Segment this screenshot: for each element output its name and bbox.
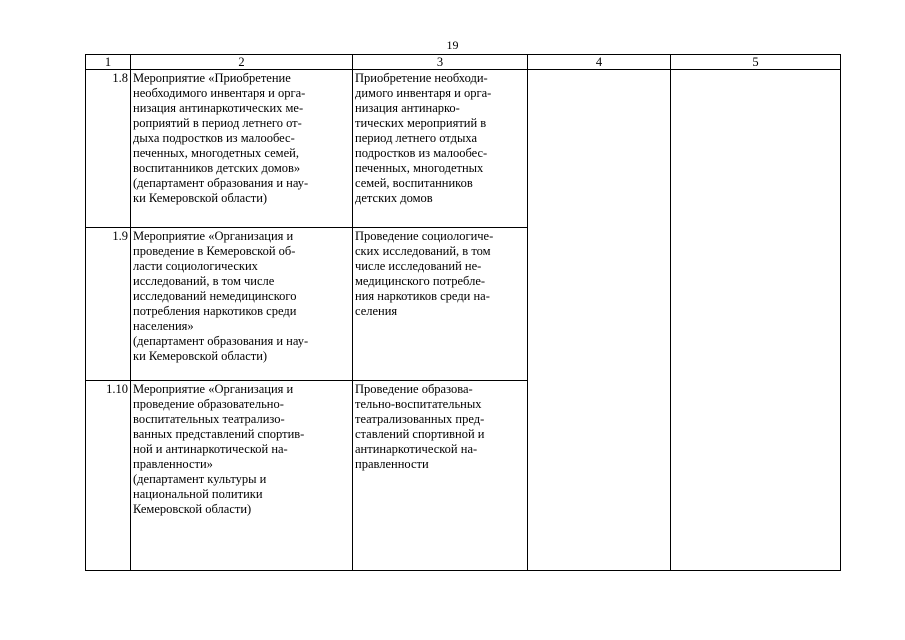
description-text: Приобретение необходи- димого инвентаря и орга- низация антинарко- тических мероприятий в период летнего отдыха подростков из малообес- печенных, многодетных семей, воспитанников детских домов bbox=[355, 71, 492, 205]
description-text: Проведение социологиче- ских исследований, в том числе исследований не- медицинского потребле- ния наркотиков среди на- селения bbox=[355, 229, 494, 318]
row-number: 1.10 bbox=[86, 381, 131, 571]
table-row bbox=[86, 70, 841, 228]
row-number: 1.9 bbox=[86, 228, 131, 381]
event-text: Мероприятие «Организация и проведение в Кемеровской об- ласти социологических исследований, в том числе исследований немедицинского потребления наркотиков среди населения» (департамент образования и нау- ки Кемеровской области) bbox=[133, 229, 309, 363]
description-cell bbox=[353, 381, 528, 571]
event-cell bbox=[131, 228, 353, 381]
column-5-cell bbox=[671, 70, 841, 571]
description-text: Проведение образова- тельно-воспитательных театрализованных пред- ставлений спортивной и антинаркотической на- правленности bbox=[355, 382, 485, 471]
description-cell bbox=[353, 228, 528, 381]
row-number: 1.8 bbox=[86, 70, 131, 228]
event-cell bbox=[131, 381, 353, 571]
column-header-5: 5 bbox=[671, 55, 841, 70]
column-header-2: 2 bbox=[131, 55, 353, 70]
column-header-1: 1 bbox=[86, 55, 131, 70]
description-cell bbox=[353, 70, 528, 228]
event-text: Мероприятие «Организация и проведение образовательно- воспитательных театрализо- ванных представлений спортив- ной и антинаркотической на- правленности» (департамент культуры и национальной политики Кемеровской области) bbox=[133, 382, 305, 516]
measures-table bbox=[85, 54, 841, 571]
column-4-cell bbox=[528, 70, 671, 571]
event-cell bbox=[131, 70, 353, 228]
column-header-3: 3 bbox=[353, 55, 528, 70]
column-header-4: 4 bbox=[528, 55, 671, 70]
event-text: Мероприятие «Приобретение необходимого инвентаря и орга- низация антинаркотических ме- роприятий в период летнего от- дыха подростков из малообес- печенных, многодетных семей, воспитанников детских домов» (департамент образования и нау- ки Кемеровской области) bbox=[133, 71, 309, 205]
page-number: 19 bbox=[446, 38, 459, 52]
table-header-row bbox=[86, 55, 841, 70]
